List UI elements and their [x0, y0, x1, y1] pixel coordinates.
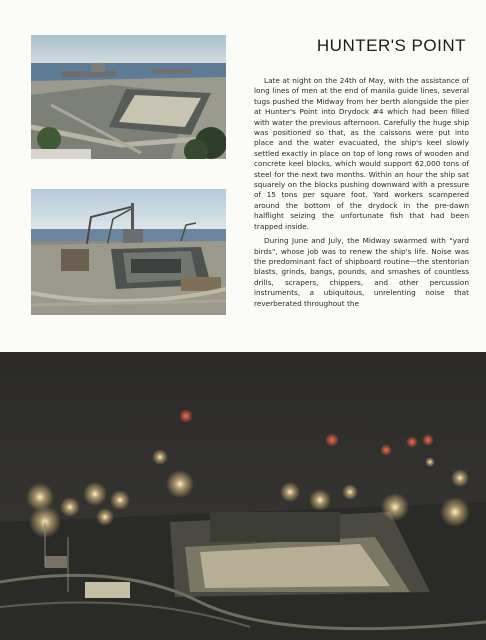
article-paragraph: Late at night on the 24th of May, with the assistance of long lines of men at the end of manila guide lines, several tugs pushed the Midway from her berth alongside the pier at Hunter's Point into Drydock #4 which had been filled with water the previous afternoon. Carefully the huge ship was positioned so that, as the caissons were put into place and the water evacuated, the ship's keel slowly settled exactly in place on top of long rows of wooden and concrete keel blocks, which would support 62,000 tons of steel for the next two months. Within an hour the ship sat squarely on the blocks pushing downward with a pressure of 15 tons per square foot. Yard workers scampered around the bottom of the drydock in the pre-dawn halflight seizing the unfortunate fish that had been trapped inside.: [254, 76, 469, 231]
article-paragraph: During June and July, the Midway swarmed with "yard birds", whose job was to renew the ship's life. Noise was the predominant fact of shipboard routine—the stentorian blasts, grinds, bangs, pounds, and smashes of countless drills, scrapers, chippers, and other percussion instruments, a ubiquitous, unrelenting noise that reverberated throughout the: [254, 236, 469, 308]
article-body: [254, 76, 469, 313]
photo-ship-in-drydock: [31, 189, 226, 315]
photo-drydock-at-night: [0, 352, 486, 640]
page-title: HUNTER'S POINT: [316, 36, 466, 55]
photo-aerial-drydock: [31, 35, 226, 159]
